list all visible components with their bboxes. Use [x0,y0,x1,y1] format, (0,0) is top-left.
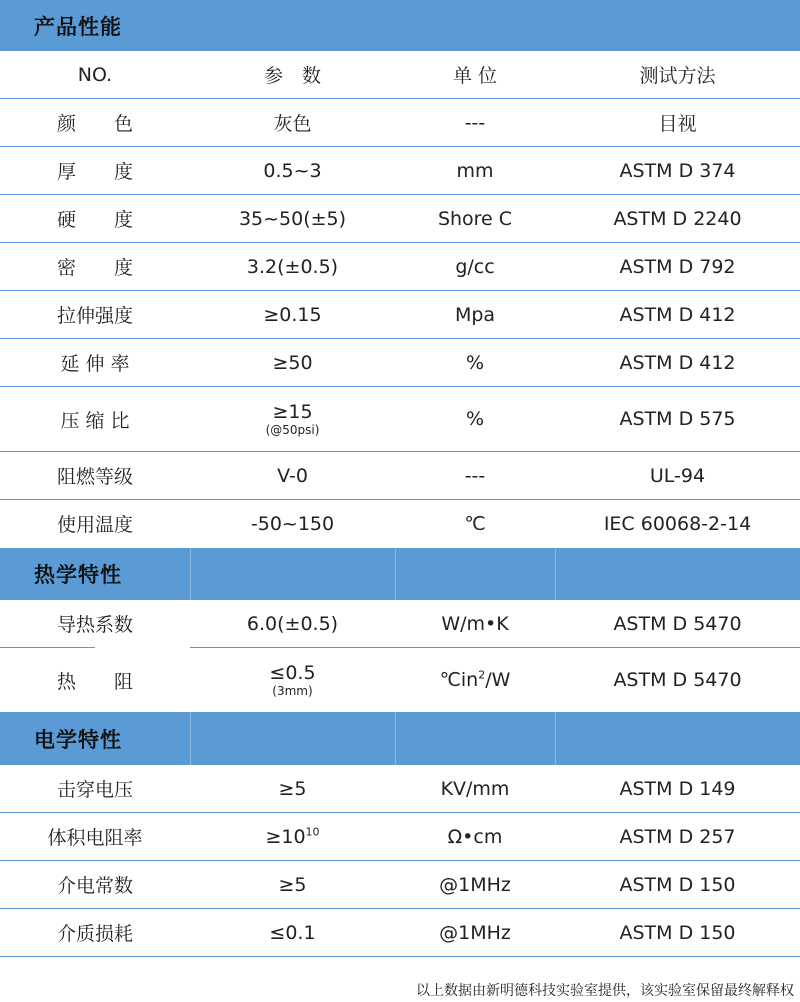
row-name: 密 度 [56,257,133,279]
row-unit: KV/mm [440,777,510,800]
header-unit: 单 位 [452,65,498,87]
row-name: 介质损耗 [56,923,133,945]
row-value: ≥50 [272,351,313,374]
row-method: ASTM D 150 [619,921,736,944]
table-header-row [0,51,800,99]
row-value: ≥0.15 [263,303,322,326]
table-row [0,600,800,648]
unit-superscript: 2 [478,668,486,682]
row-unit: --- [464,111,486,134]
row-name: 延 伸 率 [60,353,130,375]
unit-main: ℃in [439,669,479,691]
row-unit: --- [464,464,486,487]
row-method: ASTM D 412 [619,303,736,326]
row-method: ASTM D 150 [619,873,736,896]
row-method: ASTM D 374 [619,159,736,182]
row-name: 拉伸强度 [56,305,133,327]
row-name: 体积电阻率 [47,827,143,849]
row-unit [440,669,511,691]
row-value: 6.0(±0.5) [246,612,339,635]
table-row [0,861,800,909]
row-value: 3.2(±0.5) [246,255,339,278]
table-row [0,387,800,452]
row-method: ASTM D 412 [619,351,736,374]
column-divider [395,712,396,765]
column-divider [190,712,191,765]
row-name: 阻燃等级 [56,466,133,488]
row-value: ≥5 [278,873,307,896]
table-row [0,195,800,243]
header-param: 参 数 [263,65,321,87]
row-method: ASTM D 149 [619,777,736,800]
row-method: ASTM D 257 [619,825,736,848]
row-method: ASTM D 792 [619,255,736,278]
header-no: NO. [77,63,113,86]
column-divider [190,548,191,600]
row-unit: @1MHz [439,921,511,944]
column-divider [555,712,556,765]
row-unit: @1MHz [439,873,511,896]
row-value-cell [190,387,395,451]
section-title-electrical: 电学特性 [34,727,122,752]
section-header-electrical [0,712,800,765]
table-row [0,648,800,712]
section-header-thermal [0,548,800,600]
table-row [0,909,800,957]
row-name: 介电常数 [56,875,133,897]
row-name: 击穿电压 [56,779,133,801]
row-value-condition: (@50psi) [265,423,320,437]
row-method: ASTM D 2240 [613,207,742,230]
row-value: ≥5 [278,777,307,800]
row-name: 硬 度 [56,209,133,231]
table-row [0,147,800,195]
row-unit: Shore C [437,207,513,230]
row-value: -50~150 [250,512,335,535]
row-value: 灰色 [273,113,312,135]
table-row [0,291,800,339]
row-name: 热 阻 [56,670,133,693]
row-method: UL-94 [649,464,706,487]
row-name: 厚 度 [56,161,133,183]
row-method: ASTM D 5470 [613,669,742,691]
row-value: ≤0.1 [269,921,316,944]
value-exponent: 10 [305,825,320,839]
row-value-cell [190,648,395,712]
table-row [0,243,800,291]
row-unit: W/m•K [441,612,509,635]
row-name: 使用温度 [56,514,133,536]
row-value-condition: (3mm) [272,684,313,698]
row-value: V-0 [277,464,308,487]
table-row [0,765,800,813]
row-unit-cell [395,648,555,712]
column-divider [395,548,396,600]
column-divider [555,548,556,600]
row-value: ≤0.5 [269,662,316,684]
value-main: ≥10 [265,825,306,848]
row-method: ASTM D 5470 [613,612,742,635]
row-unit: Mpa [454,303,496,326]
row-value [265,826,319,848]
row-value: ≥15 [272,401,313,423]
row-name: 颜 色 [56,113,133,135]
row-value-cell [190,813,395,860]
row-unit: % [465,408,485,430]
table-row [0,452,800,500]
unit-tail: /W [485,669,511,691]
section-title-product: 产品性能 [34,14,122,39]
row-unit: ℃ [464,512,486,535]
table-row [0,500,800,547]
row-method: 目视 [658,113,697,135]
footer-note: 以上数据由新明德科技实验室提供，该实验室保留最终解释权 [416,983,794,999]
row-unit: Ω•cm [447,825,503,848]
row-unit: mm [456,159,494,182]
row-name: 导热系数 [56,614,133,636]
section-header-product [0,0,800,51]
section-title-thermal: 热学特性 [34,563,122,587]
row-value: 0.5~3 [263,159,322,182]
row-unit: % [465,351,485,374]
row-value: 35~50(±5) [238,207,347,230]
table-row [0,339,800,387]
table-row [0,813,800,861]
row-method: ASTM D 575 [619,408,736,430]
header-method: 测试方法 [639,65,716,87]
table-row [0,99,800,147]
row-unit: g/cc [455,255,495,278]
row-method: IEC 60068-2-14 [603,512,752,535]
row-name: 压 缩 比 [60,409,130,432]
